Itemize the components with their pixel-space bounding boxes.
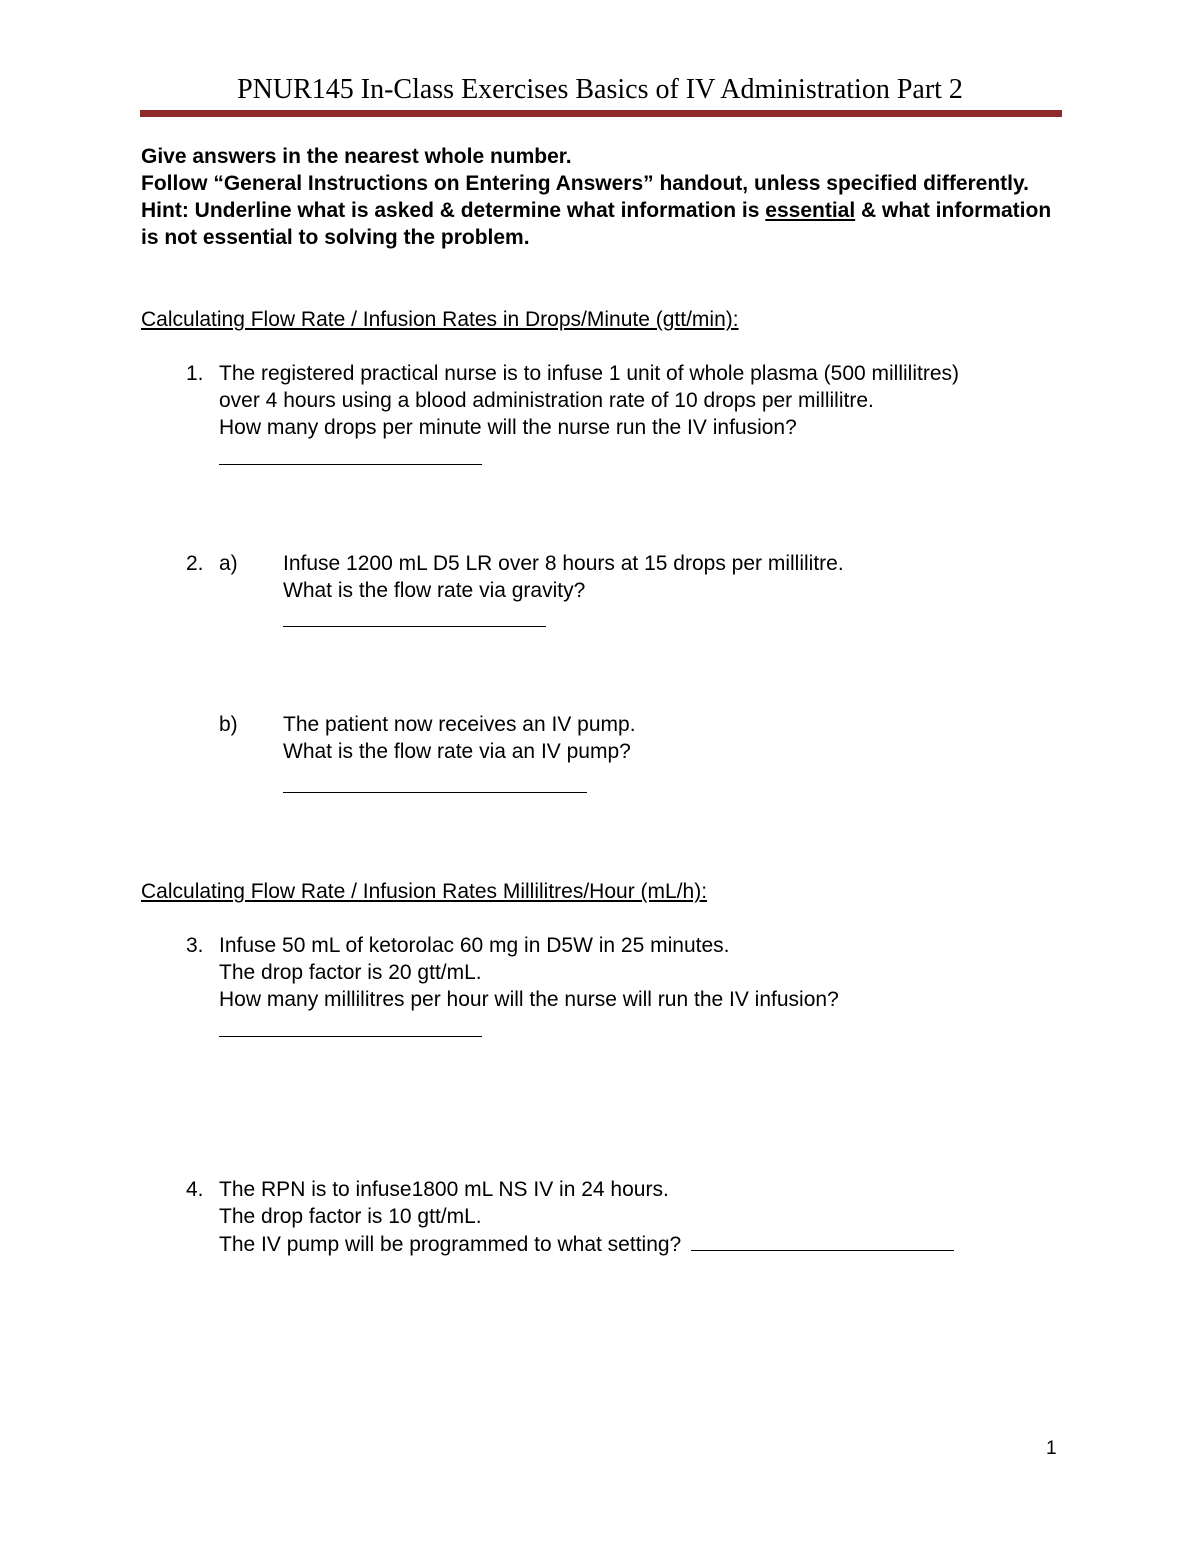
- question-2a-label: a): [219, 552, 238, 575]
- question-4-line: [219, 1230, 954, 1258]
- question-4-line: The drop factor is 10 gtt/mL.: [219, 1205, 482, 1228]
- answer-blank-question-2b[interactable]: [283, 792, 587, 793]
- answer-blank-question-3[interactable]: [219, 1036, 482, 1037]
- question-2b-label: b): [219, 713, 238, 736]
- hint-underlined-word: essential: [765, 199, 856, 222]
- instructions-block: [141, 143, 1061, 251]
- hint-text-start: Hint: Underline what is asked & determine what information is: [141, 199, 766, 222]
- question-4-line: The RPN is to infuse1800 mL NS IV in 24 hours.: [219, 1178, 669, 1201]
- question-2a-line: What is the flow rate via gravity?: [283, 579, 586, 602]
- page-title: PNUR145 In-Class Exercises Basics of IV Administration Part 2: [237, 74, 963, 105]
- question-3-line: How many millilitres per hour will the nurse will run the IV infusion?: [219, 988, 839, 1011]
- section-heading-gtt-min: Calculating Flow Rate / Infusion Rates in Drops/Minute (gtt/min):: [141, 308, 739, 331]
- question-1-line: How many drops per minute will the nurse run the IV infusion?: [219, 416, 797, 439]
- section-heading-ml-h: Calculating Flow Rate / Infusion Rates Millilitres/Hour (mL/h):: [141, 880, 708, 903]
- hint-text-end: & what information is not essential to solving the problem.: [141, 199, 1052, 249]
- question-2b-text: [283, 711, 636, 765]
- question-3-line: Infuse 50 mL of ketorolac 60 mg in D5W in 25 minutes.: [219, 934, 730, 957]
- question-2b-line: The patient now receives an IV pump.: [283, 713, 636, 736]
- question-1-number: 1.: [186, 362, 204, 385]
- question-2-number: 2.: [186, 552, 204, 575]
- answer-blank-question-1[interactable]: [219, 464, 482, 465]
- question-3-line: The drop factor is 20 gtt/mL.: [219, 961, 482, 984]
- question-1-line: over 4 hours using a blood administration rate of 10 drops per millilitre.: [219, 389, 874, 412]
- title-divider: [140, 110, 1062, 117]
- question-2b-line: What is the flow rate via an IV pump?: [283, 740, 631, 763]
- question-2a-line: Infuse 1200 mL D5 LR over 8 hours at 15 drops per millilitre.: [283, 552, 844, 575]
- instruction-whole-number: Give answers in the nearest whole number.: [141, 145, 572, 168]
- question-1-line: The registered practical nurse is to infuse 1 unit of whole plasma (500 millilitres): [219, 362, 959, 385]
- question-2a-text: [283, 550, 844, 604]
- answer-blank-question-4[interactable]: [691, 1230, 954, 1251]
- question-3-text: [219, 932, 839, 1013]
- instruction-follow-handout: Follow “General Instructions on Entering Answers” handout, unless specified differently.: [141, 172, 1029, 195]
- question-3-number: 3.: [186, 934, 204, 957]
- question-4-line-text: The IV pump will be programmed to what setting?: [219, 1233, 682, 1256]
- instruction-hint: [141, 197, 1061, 251]
- answer-blank-question-2a[interactable]: [283, 626, 546, 627]
- question-4-text: [219, 1176, 954, 1258]
- page-number: 1: [1046, 1438, 1057, 1459]
- question-4-number: 4.: [186, 1178, 204, 1201]
- question-1-text: [219, 360, 959, 441]
